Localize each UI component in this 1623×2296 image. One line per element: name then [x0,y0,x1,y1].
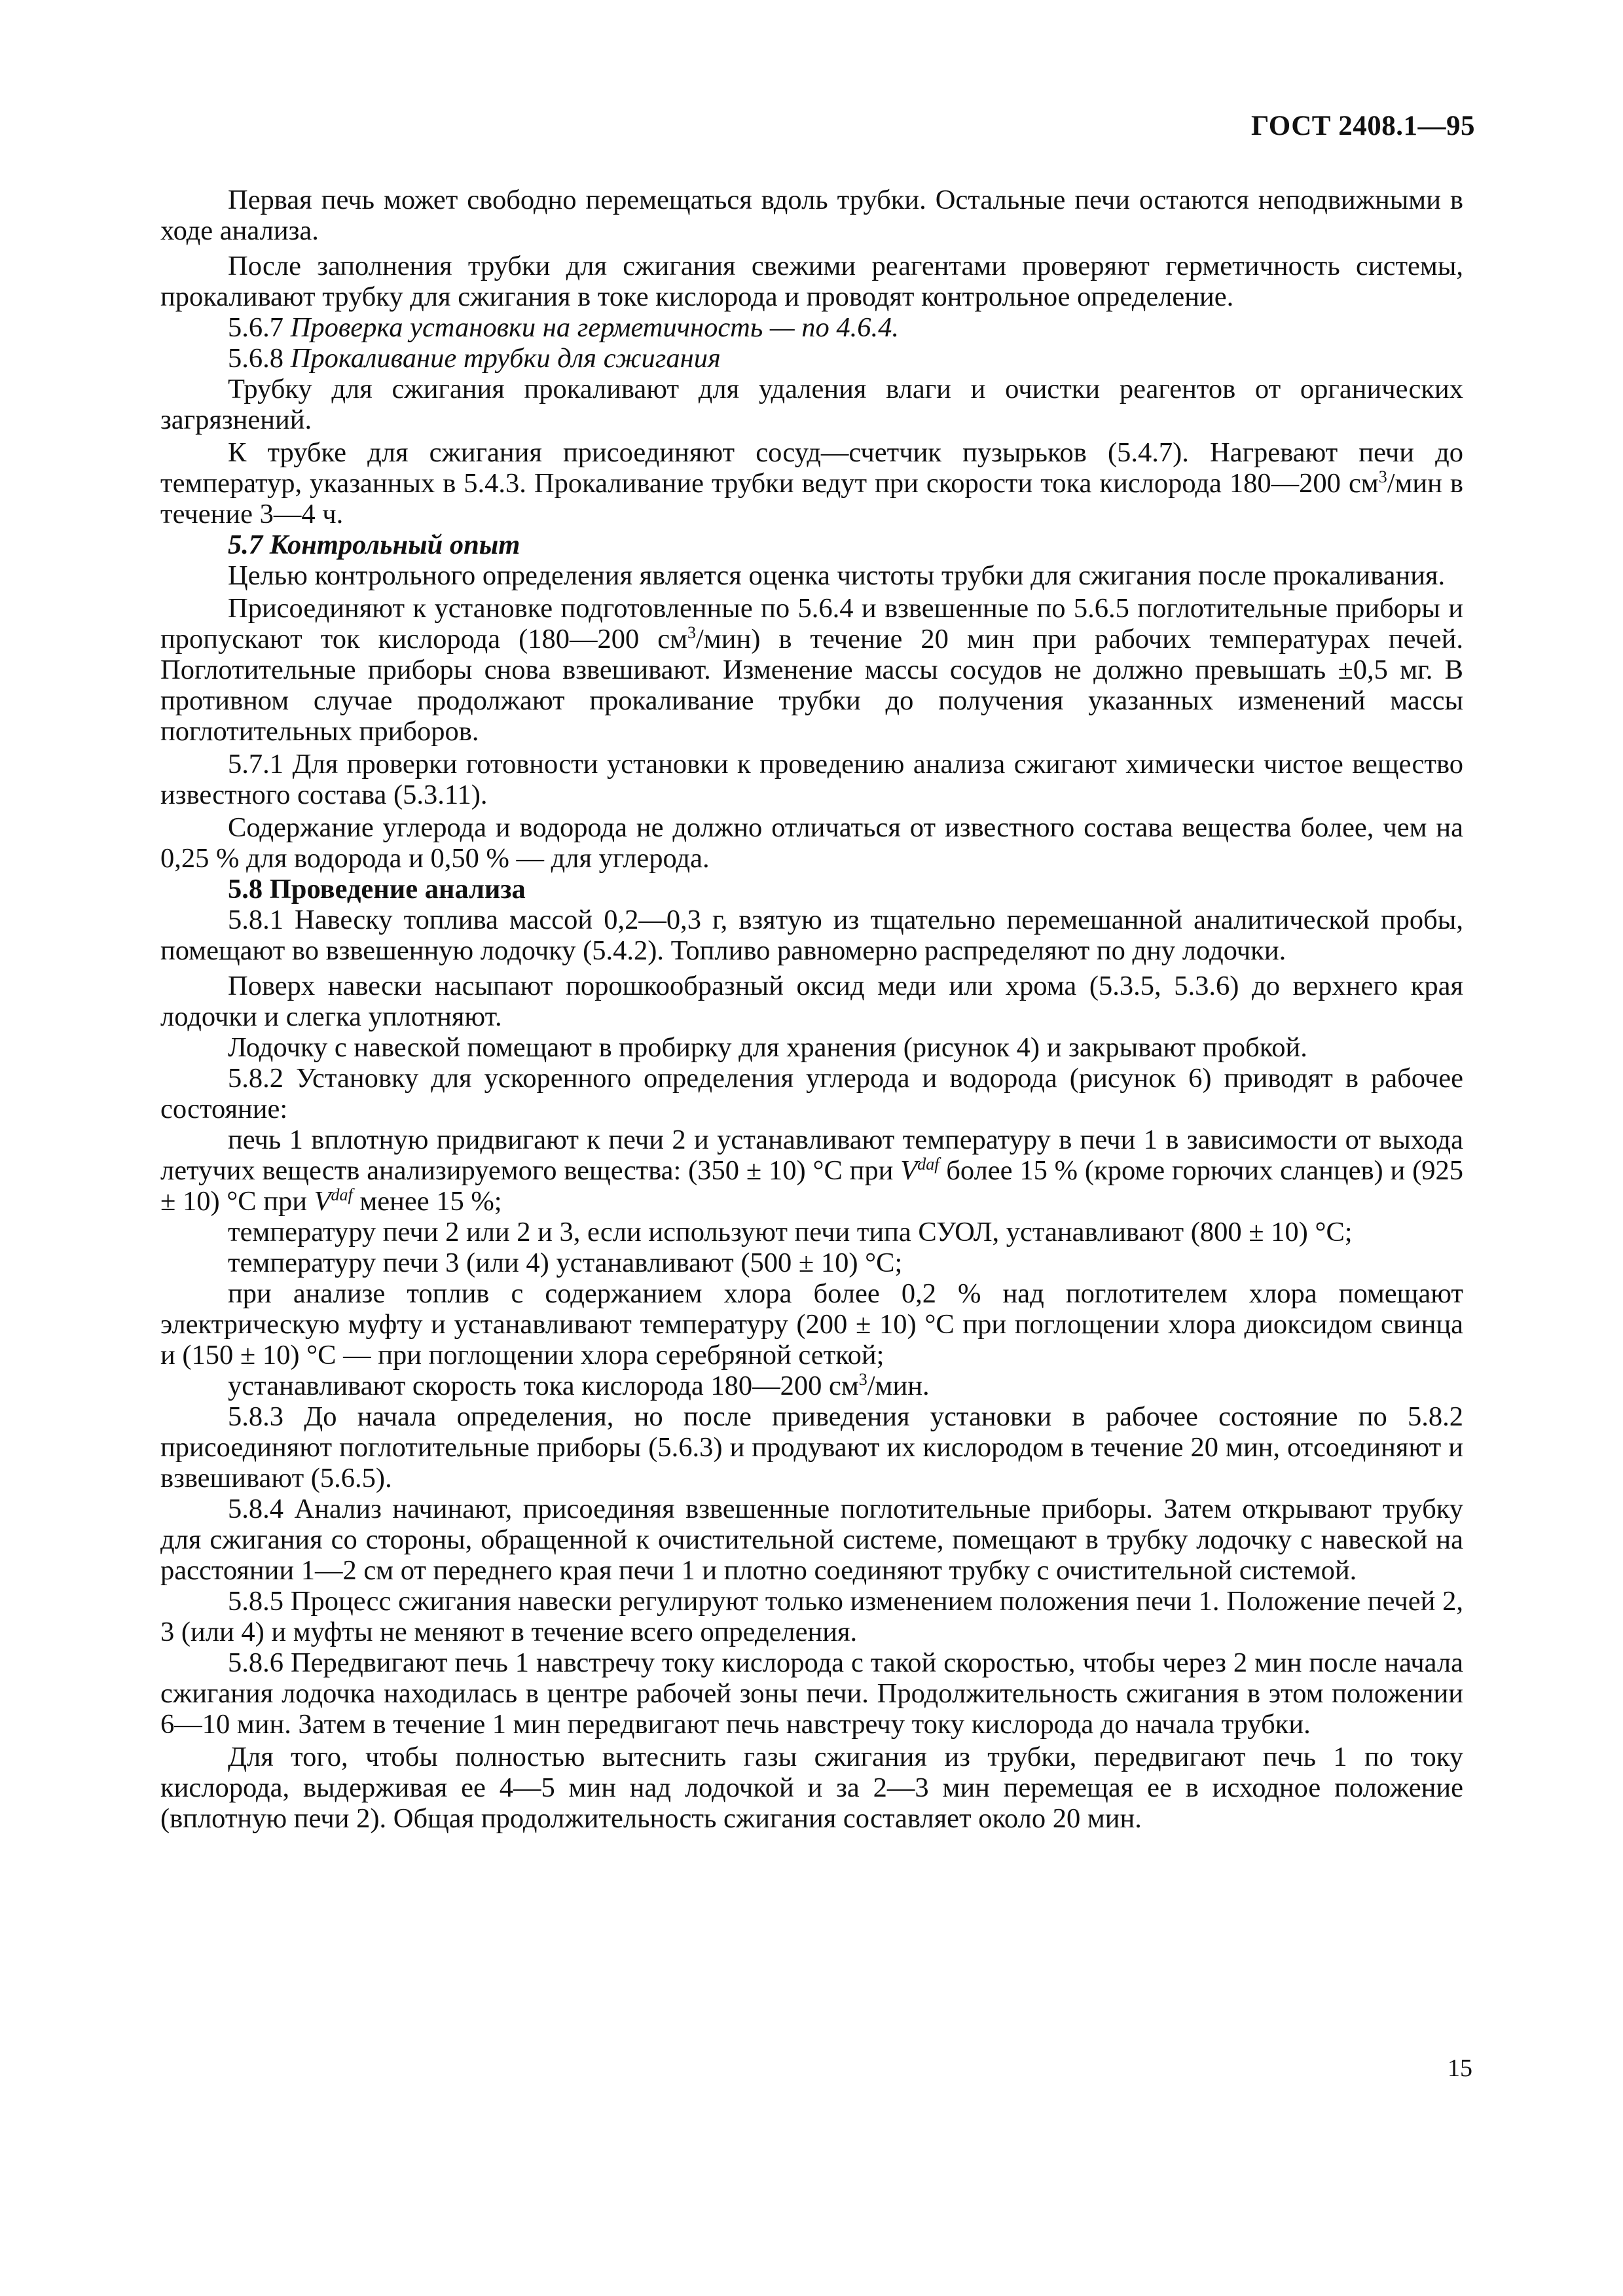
clause-5-6-7 [160,312,1463,343]
document-code: ГОСТ 2408.1—95 [1251,111,1475,141]
clause-5-7-1: 5.7.1 Для проверки готовности установки к проведению анализа сжигают химически чистое вещество известного состава (5.3.11). [160,749,1463,810]
paragraph-furnace-2-temp: температуру печи 2 или 2 и 3, если используют печи типа СУОЛ, устанавливают (800 ± 10) °С; [228,1217,1353,1247]
clause-number: 5.6.7 [228,312,291,343]
paragraph-boat-storage: Лодочку с навеской помещают в пробирку для хранения (рисунок 4) и закрывают пробкой. [228,1032,1307,1063]
clause-5-8-6: 5.8.6 Передвигают печь 1 навстречу току кислорода с такой скоростью, чтобы через 2 мин после начала сжигания лодочка находилась в центре рабочей зоны печи. Продолжительность сжигания в этом положении 6—10 мин. Затем в течение 1 мин передвигают печь навстречу току кислорода до начала трубки. [160,1647,1463,1740]
paragraph-chlorine: при анализе топлив с содержанием хлора более 0,2 % над поглотителем хлора помещают электрическую муфту и устанавливают температуру (200 ± 10) °С при поглощении хлора диоксидом свинца и (150 ± 10) °С — при поглощении хлора серебряной сеткой; [160,1278,1463,1371]
variable-v: V [314,1186,331,1217]
paragraph-gas-displacement: Для того, чтобы полностью вытеснить газы сжигания из трубки, передвигают печь 1 по току кислорода, выдерживая ее 4—5 мин над лодочкой и за 2—3 мин перемещая ее в исходное положение (вплотную печи 2). Общая продолжительность сжигания составляет около 20 мин. [160,1742,1463,1834]
clause-5-8-1: 5.8.1 Навеску топлива массой 0,2—0,3 г, взятую из тщательно перемешанной аналитической пробы, помещают во взвешенную лодочку (5.4.2). Топливо равномерно распределяют по дну лодочки. [160,905,1463,966]
clause-5-8-4: 5.8.4 Анализ начинают, присоединяя взвешенные поглотительные приборы. Затем открывают трубку для сжигания со стороны, обращенной к очистительной системе, помещают в трубку лодочку с навеской на расстоянии 1—2 см от переднего края печи 1 и плотно соединяют трубку с очистительной системой. [160,1494,1463,1586]
clause-number: 5.6.8 [228,343,291,374]
superscript: 3 [687,622,697,642]
superscript: 3 [858,1369,867,1389]
page-number: 15 [1448,2054,1472,2082]
page-body [160,185,1463,1834]
section-heading-5-7: 5.7 Контрольный опыт [228,529,520,560]
paragraph-control-purpose: Целью контрольного определения является оценка чистоты трубки для сжигания после прокаливания. [228,560,1446,591]
variable-v: V [900,1155,918,1186]
paragraph-calcination-procedure: К трубке для сжигания присоединяют сосуд—счетчик пузырьков (5.4.7). Нагревают печи до температур, указанных в 5.4.3. Прокаливание трубки ведут при скорости тока кислорода 180—200 $см^3$/мин в течение 3—4 ч. [160,437,1463,529]
clause-5-8-5: 5.8.5 Процесс сжигания навески регулируют только изменением положения печи 1. Положение печей 2, 3 (или 4) и муфты не меняют в течение всего определения. [160,1586,1463,1647]
paragraph-furnace-3-temp: температуру печи 3 (или 4) устанавливают (500 ± 10) °С; [228,1247,903,1278]
paragraph-refill-check: После заполнения трубки для сжигания свежими реагентами проверяют герметичность системы, прокаливают трубку для сжигания в токе кислорода и проводят контрольное определение. [160,251,1463,312]
superscript-daf: daf [331,1185,353,1204]
clause-5-6-8 [160,343,1463,374]
paragraph-calcination-purpose: Трубку для сжигания прокаливают для удаления влаги и очистки реагентов от органических загрязнений. [160,374,1463,435]
clause-5-8-2: 5.8.2 Установку для ускоренного определения углерода и водорода (рисунок 6) приводят в рабочее состояние: [160,1063,1463,1124]
section-heading-5-8: 5.8 Проведение анализа [228,874,526,905]
paragraph-furnace-1-temp: печь 1 вплотную придвигают к печи 2 и устанавливают температуру в печи 1 в зависимости от выхода летучих веществ анализируемого вещества: (350 ± 10) °С при $V^{daf}$ более 15 % (кроме горючих сланцев) и (925 ± 10) °С при $V^{daf}$ менее 15 %; [160,1124,1463,1217]
paragraph-oxide-cover: Поверх навески насыпают порошкообразный оксид меди или хрома (5.3.5, 5.3.6) до верхнего края лодочки и слегка уплотняют. [160,971,1463,1032]
clause-5-8-3: 5.8.3 До начала определения, но после приведения установки в рабочее состояние по 5.8.2 присоединяют поглотительные приборы (5.6.3) и продувают их кислородом в течение 20 мин, отсоединяют и взвешивают (5.6.5). [160,1401,1463,1494]
clause-title: Прокаливание трубки для сжигания [290,343,721,374]
paragraph-content-tolerance: Содержание углерода и водорода не должно отличаться от известного состава вещества более, чем на 0,25 % для водорода и 0,50 % — для углерода. [160,812,1463,874]
clause-title: Проверка установки на герметичность — по 4.6.4. [290,312,900,343]
paragraph-control-procedure: Присоединяют к установке подготовленные по 5.6.4 и взвешенные по 5.6.5 поглотительные приборы и пропускают ток кислорода (180—200 $см^3/мин$) в течение 20 мин при рабочих температурах печей. Поглотительные приборы снова взвешивают. Изменение массы сосудов не должно превышать ±0,5 мг. В противном случае продолжают прокаливание трубки до получения указанных изменений массы поглотительных приборов. [160,593,1463,747]
paragraph-oxygen-rate: устанавливают скорость тока кислорода 180—200 $см^3$/мин. [228,1369,930,1401]
paragraph-first-furnace: Первая печь может свободно перемещаться вдоль трубки. Остальные печи остаются неподвижными в ходе анализа. [160,185,1463,246]
superscript-daf: daf [917,1154,939,1174]
superscript: 3 [1378,467,1387,486]
